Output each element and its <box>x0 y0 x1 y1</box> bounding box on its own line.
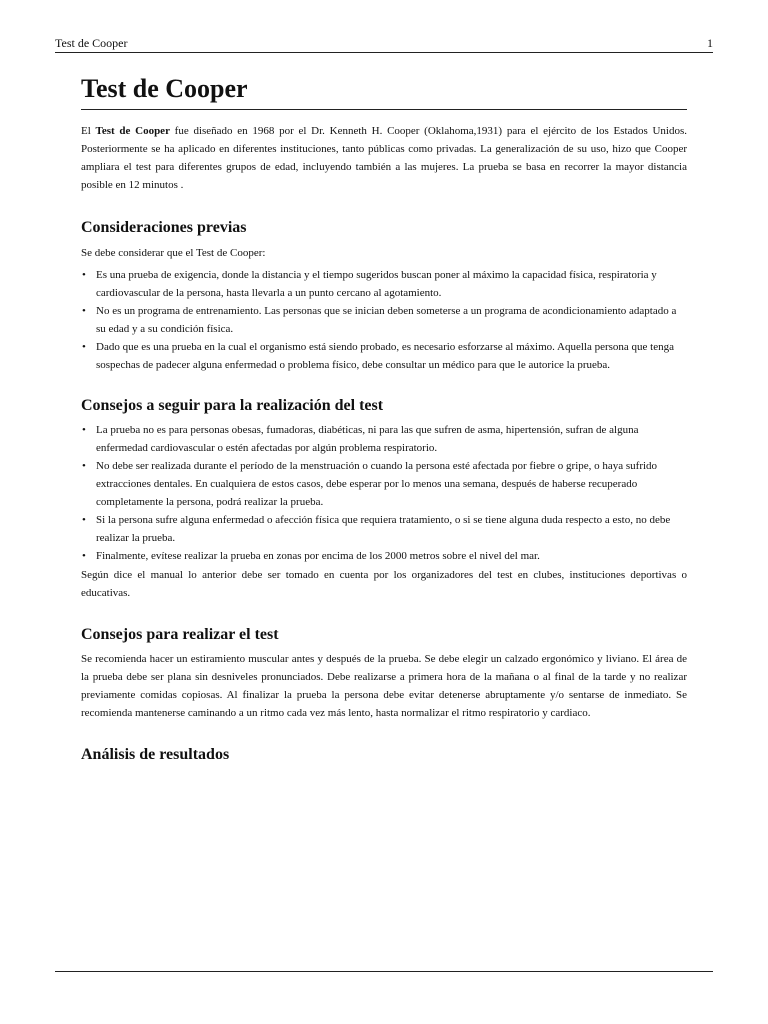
consejos-closing-paragraph: Según dice el manual lo anterior debe ser tomado en cuenta por los organizadores del test en clubes, instituciones deportivas o educativas. <box>81 569 687 599</box>
heading-consejos-a-seguir: Consejos a seguir para la realización del test <box>81 397 384 414</box>
consideraciones-list <box>81 266 687 374</box>
list-item: • Dado que es una prueba en la cual el organismo está siendo probado, es necesario esforzarse al máximo. Aquella persona que tenga sospechas de padecer alguna enfermedad o problema físico, debe consultar un médico para que le autorice la prueba. <box>81 338 687 374</box>
list-item: • Es una prueba de exigencia, donde la distancia y el tiempo sugeridos buscan poner al máximo la capacidad física, respiratoria y cardiovascular de la persona, hasta llevarla a un punto cercano al agotamiento. <box>81 266 687 302</box>
consideraciones-lead: Se debe considerar que el Test de Cooper: <box>81 247 266 259</box>
list-item: • Si la persona sufre alguna enfermedad o afección física que requiera tratamiento, o si se tiene alguna duda respecto a esto, no debe realizar la prueba. <box>81 511 687 547</box>
list-item: • No es un programa de entrenamiento. Las personas que se inician deben someterse a un programa de acondicionamiento adaptado a su edad y a su condición física. <box>81 302 687 338</box>
running-header <box>55 35 713 53</box>
page-number: 1 <box>707 36 713 50</box>
list-item: • No debe ser realizada durante el período de la menstruación o cuando la persona esté afectada por fiebre o gripe, o haya sufrido extracciones dentales. En cualquiera de estos casos, debe esperar por lo menos una semana, después de haberse recuperado completamente la persona, podrá realizar la prueba. <box>81 457 687 511</box>
list-item: • Finalmente, evítese realizar la prueba en zonas por encima de los 2000 metros sobre el nivel del mar. <box>81 547 687 565</box>
heading-consejos-realizar: Consejos para realizar el test <box>81 626 279 643</box>
consejos-list <box>81 421 687 565</box>
consejos-realizar-paragraph: Se recomienda hacer un estiramiento muscular antes y después de la prueba. Se debe elegir un calzado ergonómico y liviano. El área de la prueba debe ser plana sin desniveles pronunciados. Debe realizarse a primera hora de la mañana o al final de la tarde y no realizar previamente comidas copiosas. Al finalizar la prueba la persona debe evitar detenerse abruptamente y/o sentarse de inmediato. Se recomienda mantenerse caminando a un ritmo cada vez más lento, hasta normalizar el ritmo respiratorio y cardiaco. <box>81 653 687 719</box>
running-header-title: Test de Cooper <box>55 36 128 50</box>
intro-text-start: El <box>81 125 96 137</box>
heading-analisis-resultados: Análisis de resultados <box>81 746 230 763</box>
intro-bold-term: Test de Cooper <box>95 125 170 137</box>
intro-paragraph <box>81 122 687 194</box>
article-content <box>81 72 687 765</box>
intro-text-rest: fue diseñado en 1968 por el Dr. Kenneth H. Cooper (Oklahoma,1931) para el ejército de los Estados Unidos. Posteriormente se ha aplicado en diferentes instituciones, tanto públicas como privadas. La generalización de su uso, hizo que Cooper ampliara el test para diferentes grupos de edad, incluyendo también a las mujeres. La prueba se basa en recorrer la mayor distancia posible en 12 minutos . <box>81 125 687 191</box>
heading-consideraciones-previas: Consideraciones previas <box>81 219 247 236</box>
page-title: Test de Cooper <box>81 72 687 110</box>
footer-divider <box>55 971 713 972</box>
list-item: • La prueba no es para personas obesas, fumadoras, diabéticas, ni para las que sufren de asma, hipertensión, sufran de alguna enfermedad cardiovascular o estén afectadas por algún problema respiratorio. <box>81 421 687 457</box>
